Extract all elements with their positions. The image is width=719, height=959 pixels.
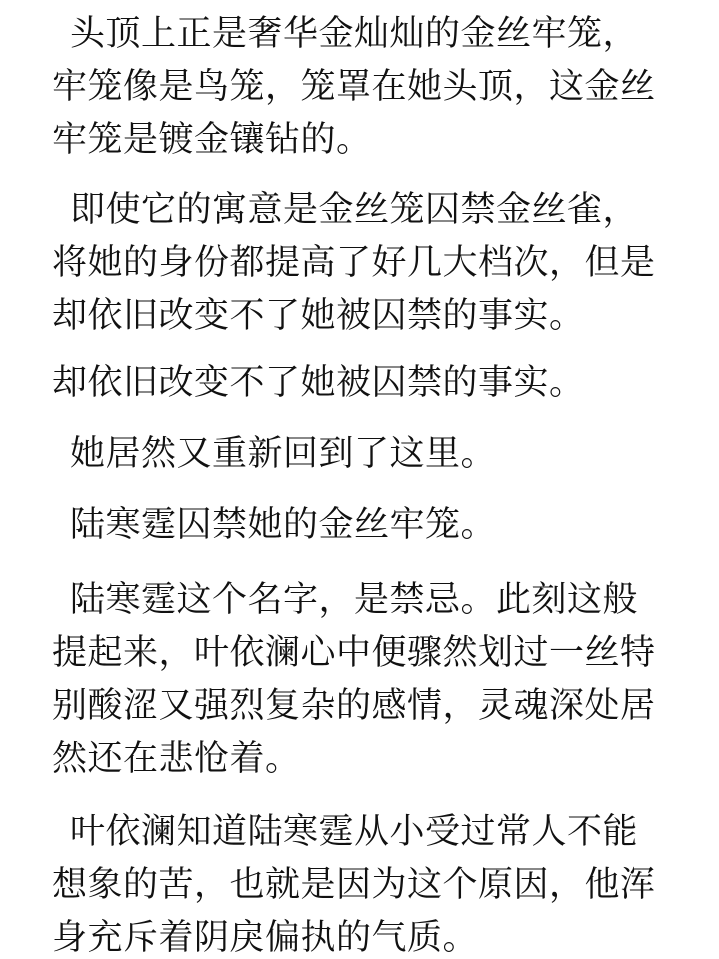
paragraph-5 [52,499,672,552]
text-line: 提起来，叶依澜心中便骤然划过一丝特 [52,633,656,673]
text-line: 陆寒霆囚禁她的金丝牢笼。 [70,505,497,545]
text-line: 即使它的寓意是金丝笼囚禁金丝雀， [70,190,639,230]
text-line: 将她的身份都提高了好几大档次，但是 [52,243,656,283]
paragraph-3 [52,357,672,410]
text-line: 叶依澜知道陆寒霆从小受过常人不能 [70,812,639,852]
paragraph-1 [52,8,672,167]
paragraph-6 [52,574,672,786]
text-line: 头顶上正是奢华金灿灿的金丝牢笼， [70,14,639,54]
text-line: 别酸涩又强烈复杂的感情，灵魂深处居 [52,686,656,726]
paragraph-7 [52,806,672,959]
text-line: 牢笼像是鸟笼，笼罩在她头顶，这金丝 [52,67,656,107]
text-line: 牢笼是镀金镶钻的。 [52,120,372,160]
paragraph-4 [52,428,672,481]
text-line: 然还在悲怆着。 [52,739,301,779]
text-line: 想象的苦，也就是因为这个原因，他浑 [52,865,656,905]
paragraph-2 [52,184,672,343]
text-line: 却依旧改变不了她被囚禁的事实。 [52,296,585,336]
text-line: 她居然又重新回到了这里。 [70,434,497,474]
text-line: 身充斥着阴戾偏执的气质。 [52,918,479,958]
text-line: 却依旧改变不了她被囚禁的事实。 [52,363,585,403]
text-line: 陆寒霆这个名字，是禁忌。此刻这般 [70,580,639,620]
